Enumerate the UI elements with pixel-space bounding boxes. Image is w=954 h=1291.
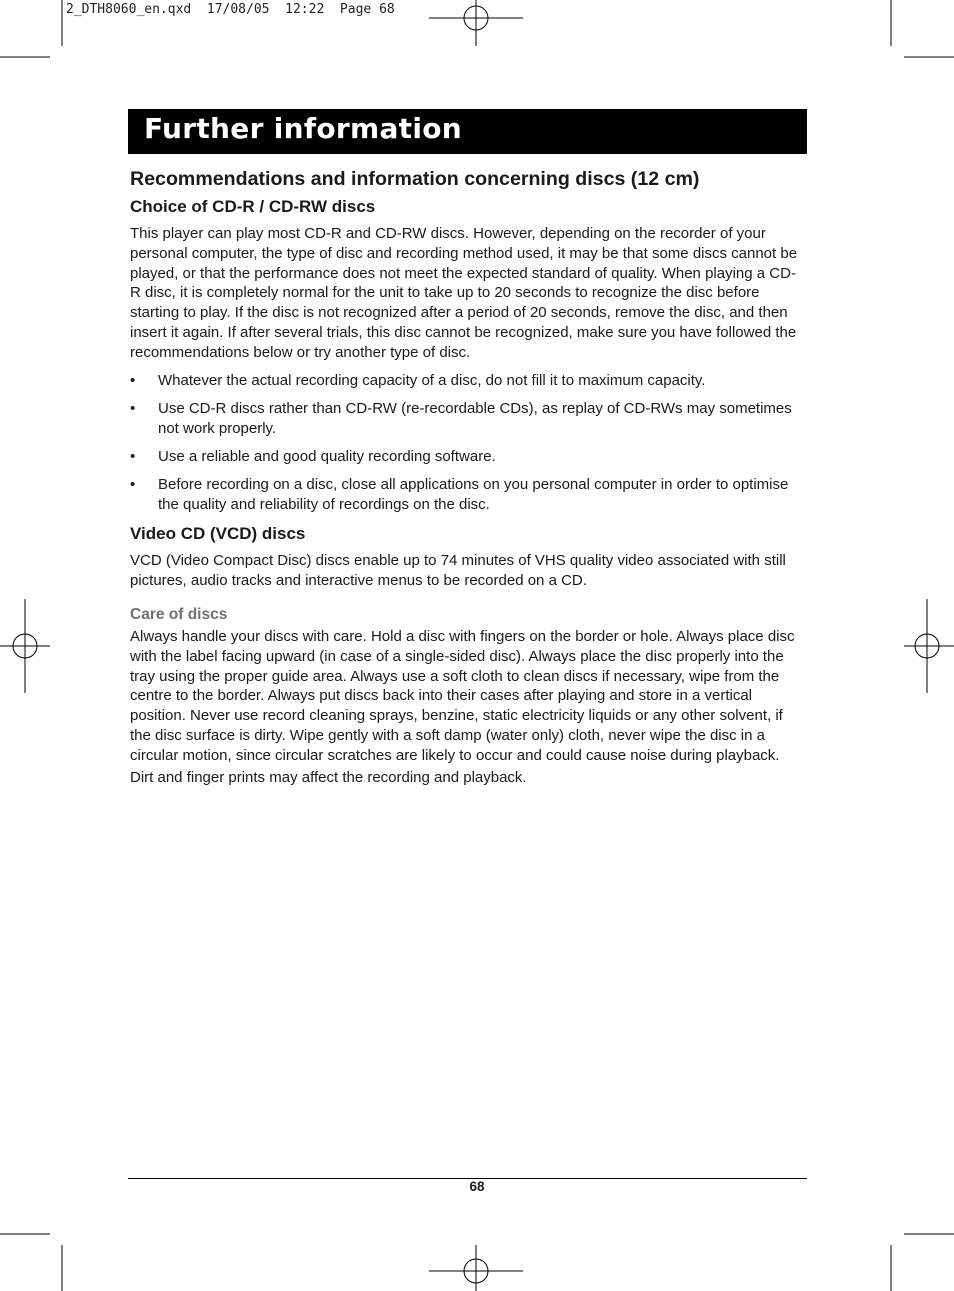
list-item bbox=[130, 399, 802, 439]
care-last-line: Dirt and finger prints may affect the recording and playback. bbox=[130, 768, 527, 786]
vcd-heading: Video CD (VCD) discs bbox=[130, 524, 306, 544]
list-item-text: Use CD-R discs rather than CD-RW (re-recordable CDs), as replay of CD-RWs may sometimes not work properly. bbox=[158, 399, 792, 437]
registration-mark-icon bbox=[429, 1245, 523, 1291]
print-slug: 2_DTH8060_en.qxd 17/08/05 12:22 Page 68 bbox=[66, 2, 395, 17]
vcd-paragraph: VCD (Video Compact Disc) discs enable up to 74 minutes of VHS quality video associated with still pictures, audio tracks and interactive menus to be recorded on a CD. bbox=[130, 552, 786, 590]
list-item bbox=[130, 371, 802, 391]
recommendations-list bbox=[130, 371, 802, 515]
registration-mark-icon bbox=[0, 599, 50, 693]
list-item bbox=[130, 447, 802, 467]
cdr-heading: Choice of CD-R / CD-RW discs bbox=[130, 197, 376, 216]
crop-mark-icon bbox=[891, 1234, 954, 1291]
bullet-icon: • bbox=[130, 371, 136, 389]
list-item-text: Before recording on a disc, close all applications on you personal computer in order to optimise the quality and reliability of recordings on the disc. bbox=[158, 476, 789, 514]
list-item-text: Whatever the actual recording capacity of a disc, do not fill it to maximum capacity. bbox=[158, 371, 706, 389]
care-heading: Care of discs bbox=[130, 605, 228, 623]
registration-mark-icon bbox=[429, 0, 523, 46]
section-title: Recommendations and information concerning discs (12 cm) bbox=[130, 168, 700, 190]
registration-mark-icon bbox=[904, 599, 954, 693]
list-item-text: Use a reliable and good quality recording software. bbox=[158, 447, 496, 465]
crop-mark-icon bbox=[0, 0, 62, 57]
crop-mark-icon bbox=[0, 1234, 62, 1291]
page-number: 68 bbox=[469, 1179, 485, 1194]
title-bar bbox=[128, 109, 807, 154]
crop-mark-icon bbox=[891, 0, 954, 57]
care-paragraph: Always handle your discs with care. Hold a disc with fingers on the border or hole. Always place disc with the label facing upward (in case of a single-sided disc). Always place the disc properly into the tray using the proper guide area. Always use a soft cloth to clean discs if necessary, wipe from the centre to the border. Always put discs back into their cases after playing and store in a vertical position. Never use record cleaning sprays, benzine, static electricity liquids or any other solvent, if the disc surface is dirty. Wipe gently with a soft damp (water only) cloth, never wipe the disc in a circular motion, since circular scratches are likely to occur and could cause noise during playback. bbox=[130, 627, 795, 764]
page-title: Further information bbox=[144, 112, 463, 145]
cdr-paragraph: This player can play most CD-R and CD-RW discs. However, depending on the recorder of your personal computer, the type of disc and recording method used, it may be that some discs cannot be played, or that the performance does not meet the expected standard of quality. When playing a CD-R disc, it is completely normal for the unit to take up to 20 seconds to recognize the disc before starting to play. If the disc is not recognized after a period of 20 seconds, remove the disc, and then insert it again. If after several trials, this disc cannot be recognized, make sure you have followed the recommendations below or try another type of disc. bbox=[130, 225, 798, 361]
bullet-icon: • bbox=[130, 399, 136, 417]
list-item bbox=[130, 475, 802, 515]
bullet-icon: • bbox=[130, 476, 136, 494]
bullet-icon: • bbox=[130, 447, 136, 465]
main-content bbox=[130, 166, 802, 787]
